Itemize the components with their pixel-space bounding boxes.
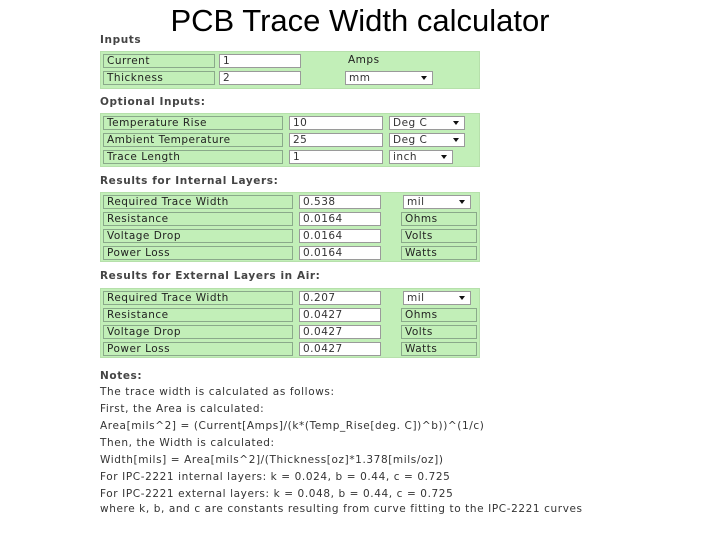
inputs-grid <box>100 51 480 89</box>
internal-power-loss-unit: Watts <box>401 246 477 260</box>
temperature-rise-unit-value: Deg C <box>393 117 428 129</box>
chevron-down-icon <box>441 155 447 159</box>
internal-resistance-unit: Ohms <box>401 212 477 226</box>
internal-power-loss-label: Power Loss <box>103 246 293 260</box>
external-power-loss-unit: Watts <box>401 342 477 356</box>
external-trace-width-value: 0.207 <box>299 291 381 305</box>
external-power-loss-label: Power Loss <box>103 342 293 356</box>
inputs-heading: Inputs <box>100 34 142 46</box>
optional-inputs-heading: Optional Inputs: <box>100 96 206 108</box>
current-input[interactable]: 1 <box>219 54 301 68</box>
trace-length-label: Trace Length <box>103 150 283 164</box>
internal-voltage-drop-label: Voltage Drop <box>103 229 293 243</box>
external-results-heading: Results for External Layers in Air: <box>100 270 321 282</box>
note-line: where k, b, and c are constants resulting from curve fitting to the IPC-2221 curves <box>100 503 583 515</box>
external-trace-width-unit-select[interactable] <box>403 291 471 305</box>
notes-heading: Notes: <box>100 370 143 382</box>
chevron-down-icon <box>459 296 465 300</box>
note-line: Width[mils] = Area[mils^2]/(Thickness[oz]*1.378[mils/oz]) <box>100 454 444 466</box>
internal-trace-width-unit-select[interactable] <box>403 195 471 209</box>
chevron-down-icon <box>453 121 459 125</box>
temperature-rise-input[interactable]: 10 <box>289 116 383 130</box>
thickness-unit-value: mm <box>349 72 371 84</box>
internal-results-grid <box>100 192 480 262</box>
ambient-temperature-unit-value: Deg C <box>393 134 428 146</box>
chevron-down-icon <box>453 138 459 142</box>
external-trace-width-label: Required Trace Width <box>103 291 293 305</box>
ambient-temperature-label: Ambient Temperature <box>103 133 283 147</box>
thickness-label: Thickness <box>103 71 215 85</box>
external-trace-width-unit-value: mil <box>407 292 425 304</box>
note-line: For IPC-2221 internal layers: k = 0.024, b = 0.44, c = 0.725 <box>100 471 451 483</box>
internal-resistance-value: 0.0164 <box>299 212 381 226</box>
ambient-temperature-input[interactable]: 25 <box>289 133 383 147</box>
internal-trace-width-label: Required Trace Width <box>103 195 293 209</box>
external-resistance-value: 0.0427 <box>299 308 381 322</box>
internal-voltage-drop-unit: Volts <box>401 229 477 243</box>
note-line: First, the Area is calculated: <box>100 403 265 415</box>
external-resistance-label: Resistance <box>103 308 293 322</box>
slide-title: PCB Trace Width calculator <box>170 3 550 38</box>
thickness-unit-select[interactable] <box>345 71 433 85</box>
current-label: Current <box>103 54 215 68</box>
internal-voltage-drop-value: 0.0164 <box>299 229 381 243</box>
internal-resistance-label: Resistance <box>103 212 293 226</box>
current-unit: Amps <box>348 54 380 66</box>
temperature-rise-label: Temperature Rise <box>103 116 283 130</box>
external-voltage-drop-label: Voltage Drop <box>103 325 293 339</box>
trace-length-input[interactable]: 1 <box>289 150 383 164</box>
note-line: The trace width is calculated as follows: <box>100 386 335 398</box>
ambient-temperature-unit-select[interactable] <box>389 133 465 147</box>
temperature-rise-unit-select[interactable] <box>389 116 465 130</box>
optional-inputs-grid <box>100 113 480 167</box>
notes-section <box>100 370 660 516</box>
internal-trace-width-value: 0.538 <box>299 195 381 209</box>
note-line: Area[mils^2] = (Current[Amps]/(k*(Temp_Rise[deg. C])^b))^(1/c) <box>100 420 485 432</box>
internal-trace-width-unit-value: mil <box>407 196 425 208</box>
external-power-loss-value: 0.0427 <box>299 342 381 356</box>
chevron-down-icon <box>459 200 465 204</box>
external-resistance-unit: Ohms <box>401 308 477 322</box>
external-voltage-drop-unit: Volts <box>401 325 477 339</box>
internal-power-loss-value: 0.0164 <box>299 246 381 260</box>
internal-results-heading: Results for Internal Layers: <box>100 175 279 187</box>
note-line: Then, the Width is calculated: <box>100 437 275 449</box>
external-results-grid <box>100 288 480 358</box>
trace-length-unit-select[interactable] <box>389 150 453 164</box>
external-voltage-drop-value: 0.0427 <box>299 325 381 339</box>
thickness-input[interactable]: 2 <box>219 71 301 85</box>
chevron-down-icon <box>421 76 427 80</box>
trace-length-unit-value: inch <box>393 151 417 163</box>
note-line: For IPC-2221 external layers: k = 0.048, b = 0.44, c = 0.725 <box>100 488 454 500</box>
